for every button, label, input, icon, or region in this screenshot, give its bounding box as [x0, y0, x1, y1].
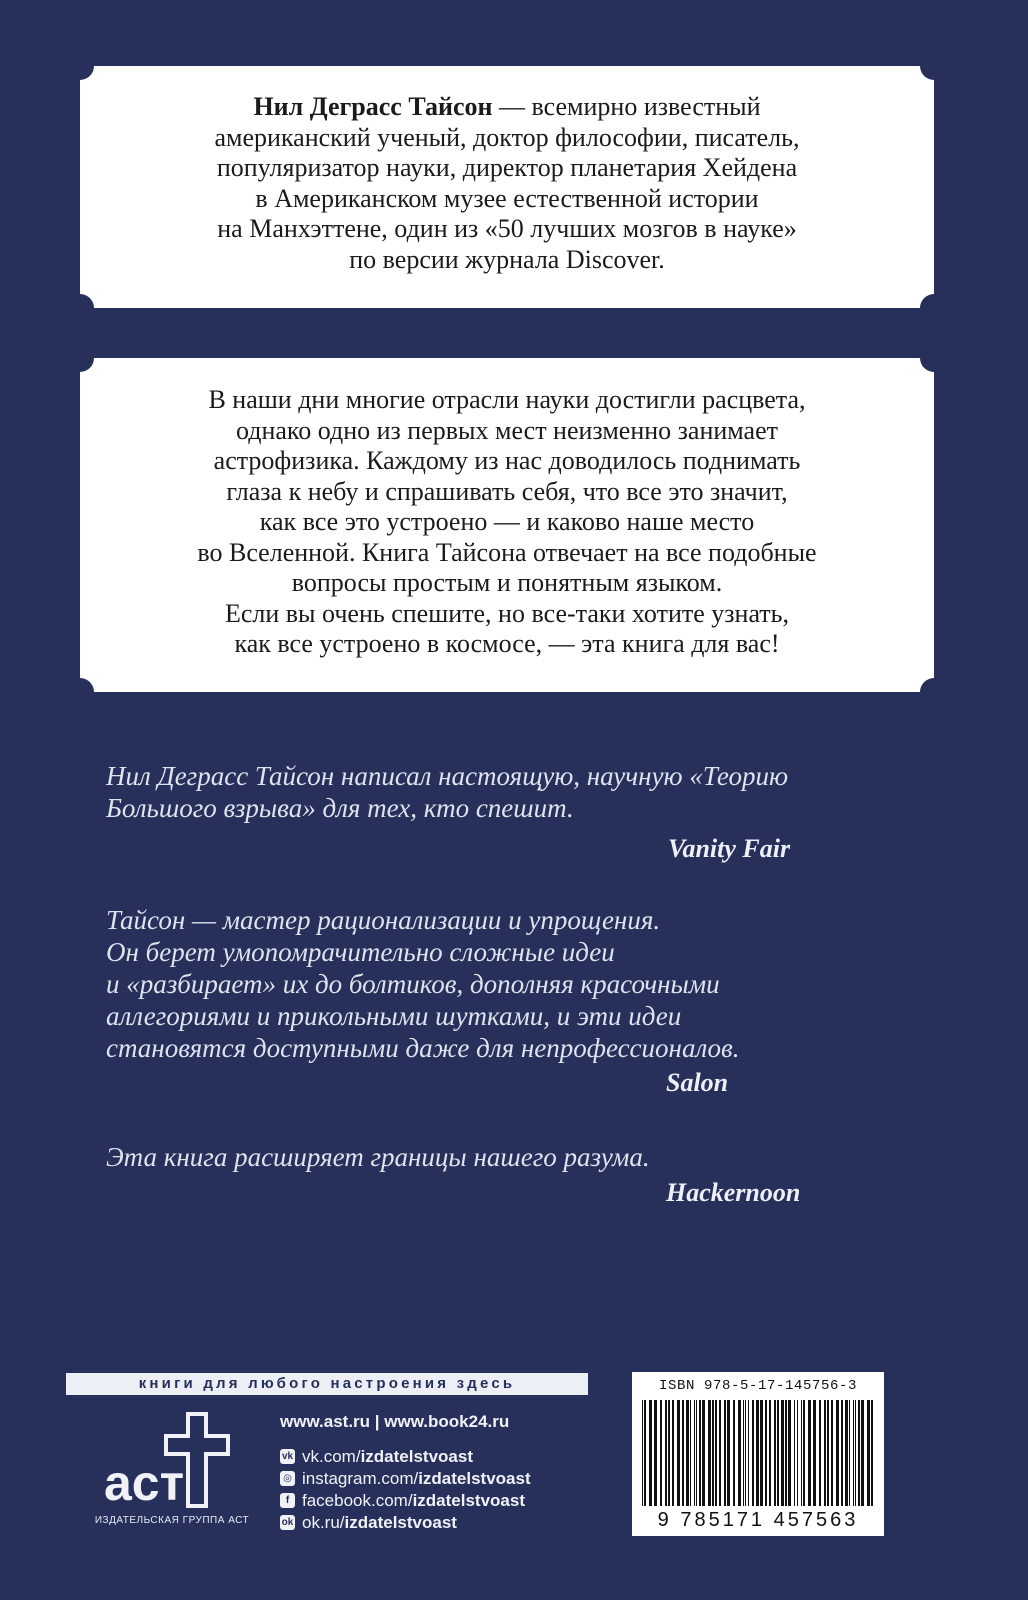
review-line: и «разбирает» их до болтиков, дополняя красочными: [106, 969, 720, 999]
ast-logo: [96, 1412, 246, 1512]
social-link-facebook[interactable]: f facebook.com/ izdatelstvoast: [280, 1490, 531, 1511]
description-line: однако одно из первых мест неизменно занимает: [235, 415, 778, 445]
review-line: Большого взрыва» для тех, кто спешит.: [106, 793, 574, 823]
author-info-line: популяризатор науки, директор планетария Хейдена: [216, 153, 798, 182]
author-name: Нил Деграсс Тайсон: [253, 92, 493, 121]
review-quote: [106, 1141, 866, 1173]
odnoklassniki-icon: ok: [281, 1517, 294, 1528]
review-line: Нил Деграсс Тайсон написал настоящую, научную «Теорию: [106, 761, 789, 791]
description-line: как все устроено в космосе, — эта книга для вас!: [234, 629, 780, 658]
author-info-text: [120, 92, 894, 275]
review-line: аллегориями и прикольными шутками, и эти идеи: [106, 1001, 682, 1031]
review-line: Он берет умопомрачительно сложные идеи: [106, 937, 615, 967]
publisher-tagline: книги для любого настроения здесь: [66, 1373, 588, 1395]
description-line: В наши дни многие отрасли науки достигли расцвета,: [208, 385, 806, 414]
review-line: Тайсон — мастер рационализации и упрощения.: [106, 905, 661, 935]
vk-icon: vk: [281, 1451, 294, 1462]
author-info-line: на Манхэттене, один из «50 лучших мозгов в науке»: [217, 214, 797, 243]
review-source: Vanity Fair: [668, 834, 791, 863]
publisher-links: [280, 1412, 531, 1534]
isbn-label: ISBN 978-5-17-145756-3: [658, 1378, 858, 1394]
logo-letters: аст: [104, 1455, 185, 1511]
author-info-line: Нил Деграсс Тайсон — всемирно известный: [253, 92, 761, 121]
publisher-name: ИЗДАТЕЛЬСКАЯ ГРУППА АСТ: [94, 1515, 250, 1526]
author-info-card: [80, 66, 934, 308]
social-link-instagram[interactable]: ◎ instagram.com/ izdatelstvoast: [280, 1468, 531, 1489]
description-line: астрофизика. Каждому из нас доводилось поднимать: [213, 446, 801, 475]
description-line: во Вселенной. Книга Тайсона отвечает на все подобные: [197, 537, 817, 567]
book-description-text: [120, 385, 894, 660]
author-info-line: американский ученый, доктор философии, писатель,: [214, 122, 800, 152]
description-line: как все это устроено — и каково наше место: [259, 507, 755, 536]
description-line: вопросы простым и понятным языком.: [291, 568, 723, 597]
book-description-card: [80, 358, 934, 692]
review-source: Salon: [666, 1068, 729, 1097]
author-info-line: в Американском музее естественной истории: [255, 183, 759, 213]
review-line: Эта книга расширяет границы нашего разума.: [106, 1142, 650, 1172]
barcode-digits: 9 785171 457563: [657, 1509, 859, 1531]
facebook-icon: f: [280, 1493, 295, 1508]
social-link-vk[interactable]: vk vk.com/ izdatelstvoast: [281, 1446, 473, 1466]
barcode-graphic: [640, 1400, 876, 1506]
description-line: глаза к небу и спрашивать себя, что все это значит,: [226, 476, 788, 506]
social-link-odnoklassniki[interactable]: ok ok.ru/ izdatelstvoast: [281, 1512, 457, 1532]
description-line: Если вы очень спешите, но все-таки хотите узнать,: [224, 598, 790, 628]
author-info-line: по версии журнала Discover.: [349, 244, 665, 274]
review-line: становятся доступными даже для непрофессионалов.: [106, 1033, 740, 1063]
isbn-barcode: [632, 1372, 884, 1536]
review-quote: [106, 904, 866, 1064]
review-source: Hackernoon: [666, 1178, 801, 1207]
website-links[interactable]: www.ast.ru | www.book24.ru: [280, 1412, 510, 1431]
review-quote: [106, 760, 866, 824]
instagram-icon: ◎: [280, 1471, 295, 1486]
